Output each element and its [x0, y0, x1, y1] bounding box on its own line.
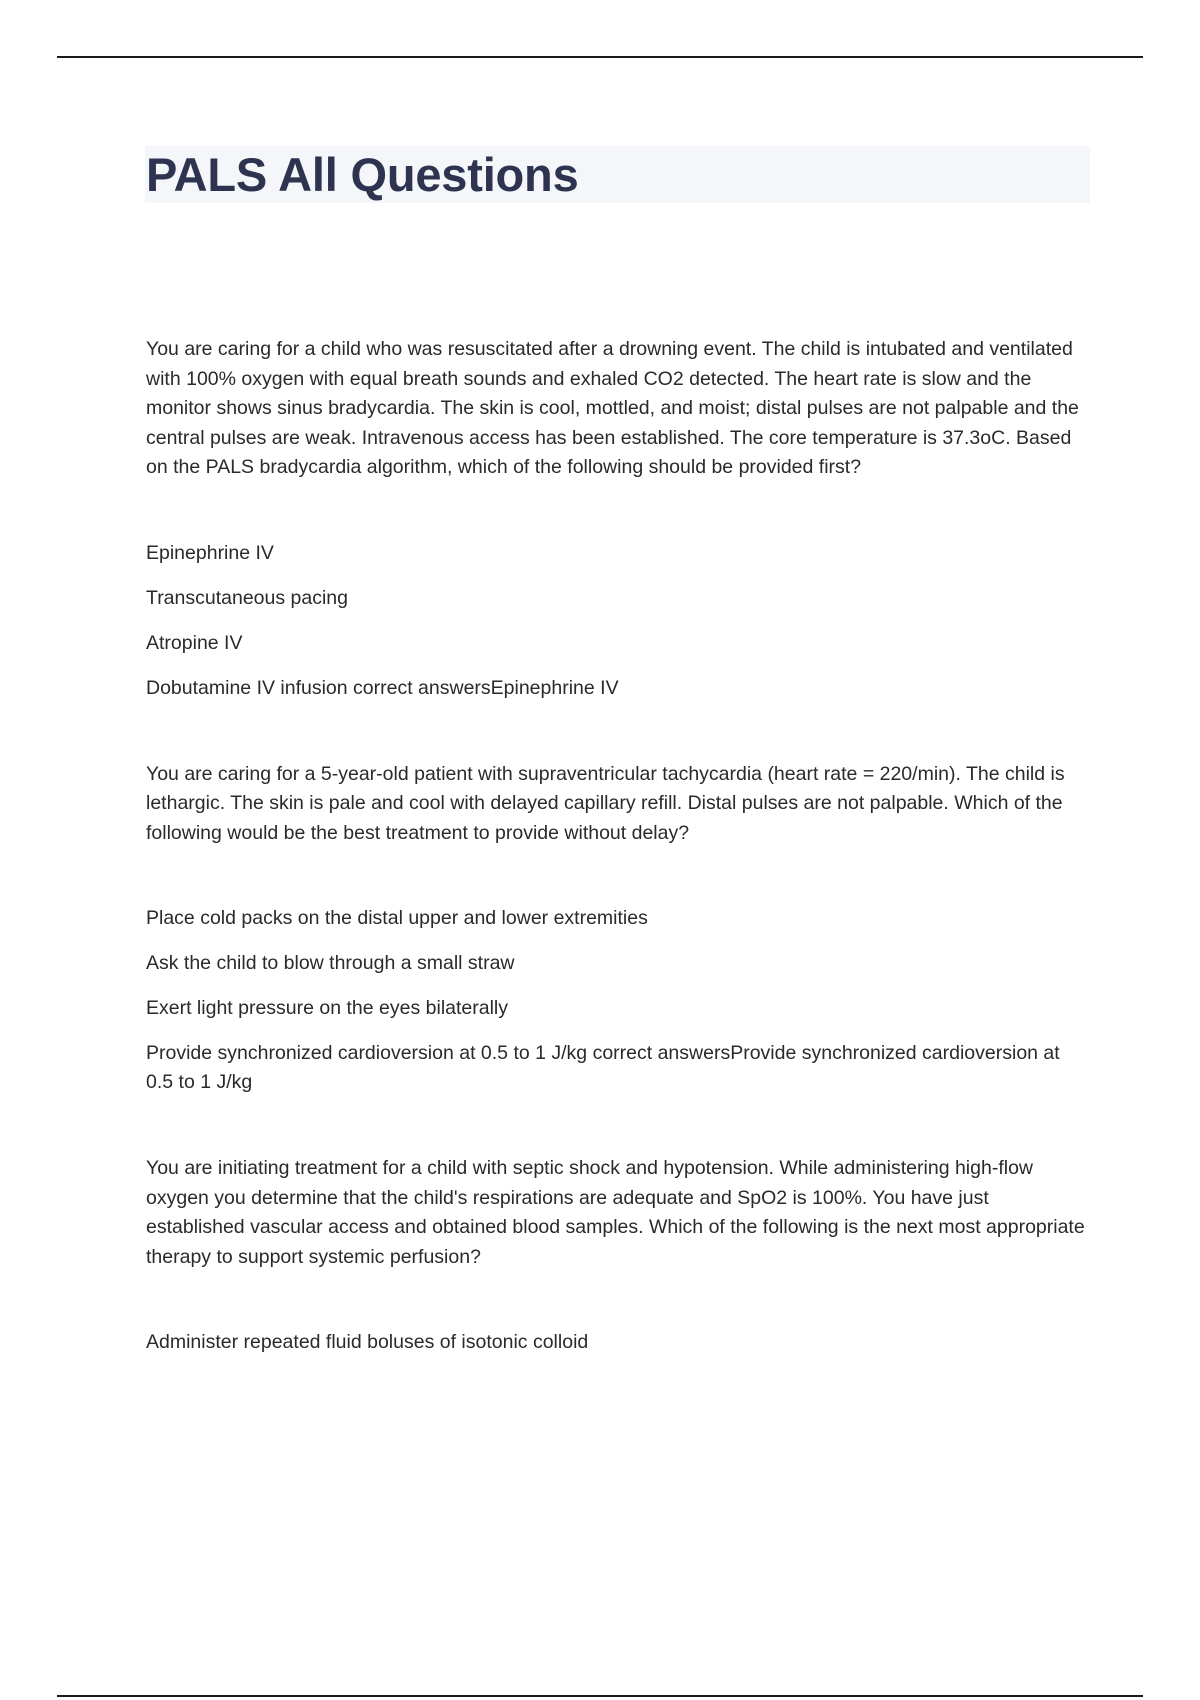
question-block	[146, 1154, 1091, 1357]
answer-option: Dobutamine IV infusion correct answersEpinephrine IV	[146, 676, 619, 699]
answer-option: Exert light pressure on the eyes bilaterally	[146, 997, 509, 1019]
answer-options	[146, 904, 1091, 1097]
answer-option: Atropine IV	[146, 631, 243, 654]
answer-option: Transcutaneous pacing	[146, 586, 348, 609]
answer-options	[146, 1328, 1091, 1357]
header-rule	[57, 56, 1143, 58]
question-block	[146, 760, 1091, 1098]
answer-option: Place cold packs on the distal upper and lower extremities	[146, 907, 648, 929]
answer-option: Provide synchronized cardioversion at 0.5 to 1 J/kg correct answersProvide synchronized cardioversion at 0.5 to 1 J/kg	[146, 1042, 1060, 1093]
question-text: You are caring for a 5-year-old patient with supraventricular tachycardia (heart rate = 220/min). The child is lethargic. The skin is pale and cool with delayed capillary refill. Distal pulses are not palpable. Which of the following would be the best treatment to provide without delay?	[146, 762, 1065, 844]
footer-rule	[57, 1695, 1143, 1697]
question-text: You are caring for a child who was resuscitated after a drowning event. The child is intubated and ventilated with 100% oxygen with equal breath sounds and exhaled CO2 detected. The heart rate is slow and the monitor shows sinus bradycardia. The skin is cool, mottled, and moist; distal pulses are not palpable and the central pulses are weak. Intravenous access has been established. The core temperature is 37.3oC. Based on the PALS bradycardia algorithm, which of the following should be provided first?	[146, 338, 1079, 478]
question-list	[146, 335, 1091, 1414]
answer-option: Ask the child to blow through a small straw	[146, 952, 515, 974]
question-text: You are initiating treatment for a child with septic shock and hypotension. While administering high-flow oxygen you determine that the child's respirations are adequate and SpO2 is 100%. You have just established vascular access and obtained blood samples. Which of the following is the next most appropriate therapy to support systemic perfusion?	[146, 1157, 1085, 1268]
document-title: PALS All Questions	[146, 148, 579, 201]
answer-option: Epinephrine IV	[146, 541, 274, 564]
answer-option: Administer repeated fluid boluses of isotonic colloid	[146, 1331, 589, 1353]
question-block	[146, 335, 1091, 703]
answer-options	[146, 539, 1091, 703]
